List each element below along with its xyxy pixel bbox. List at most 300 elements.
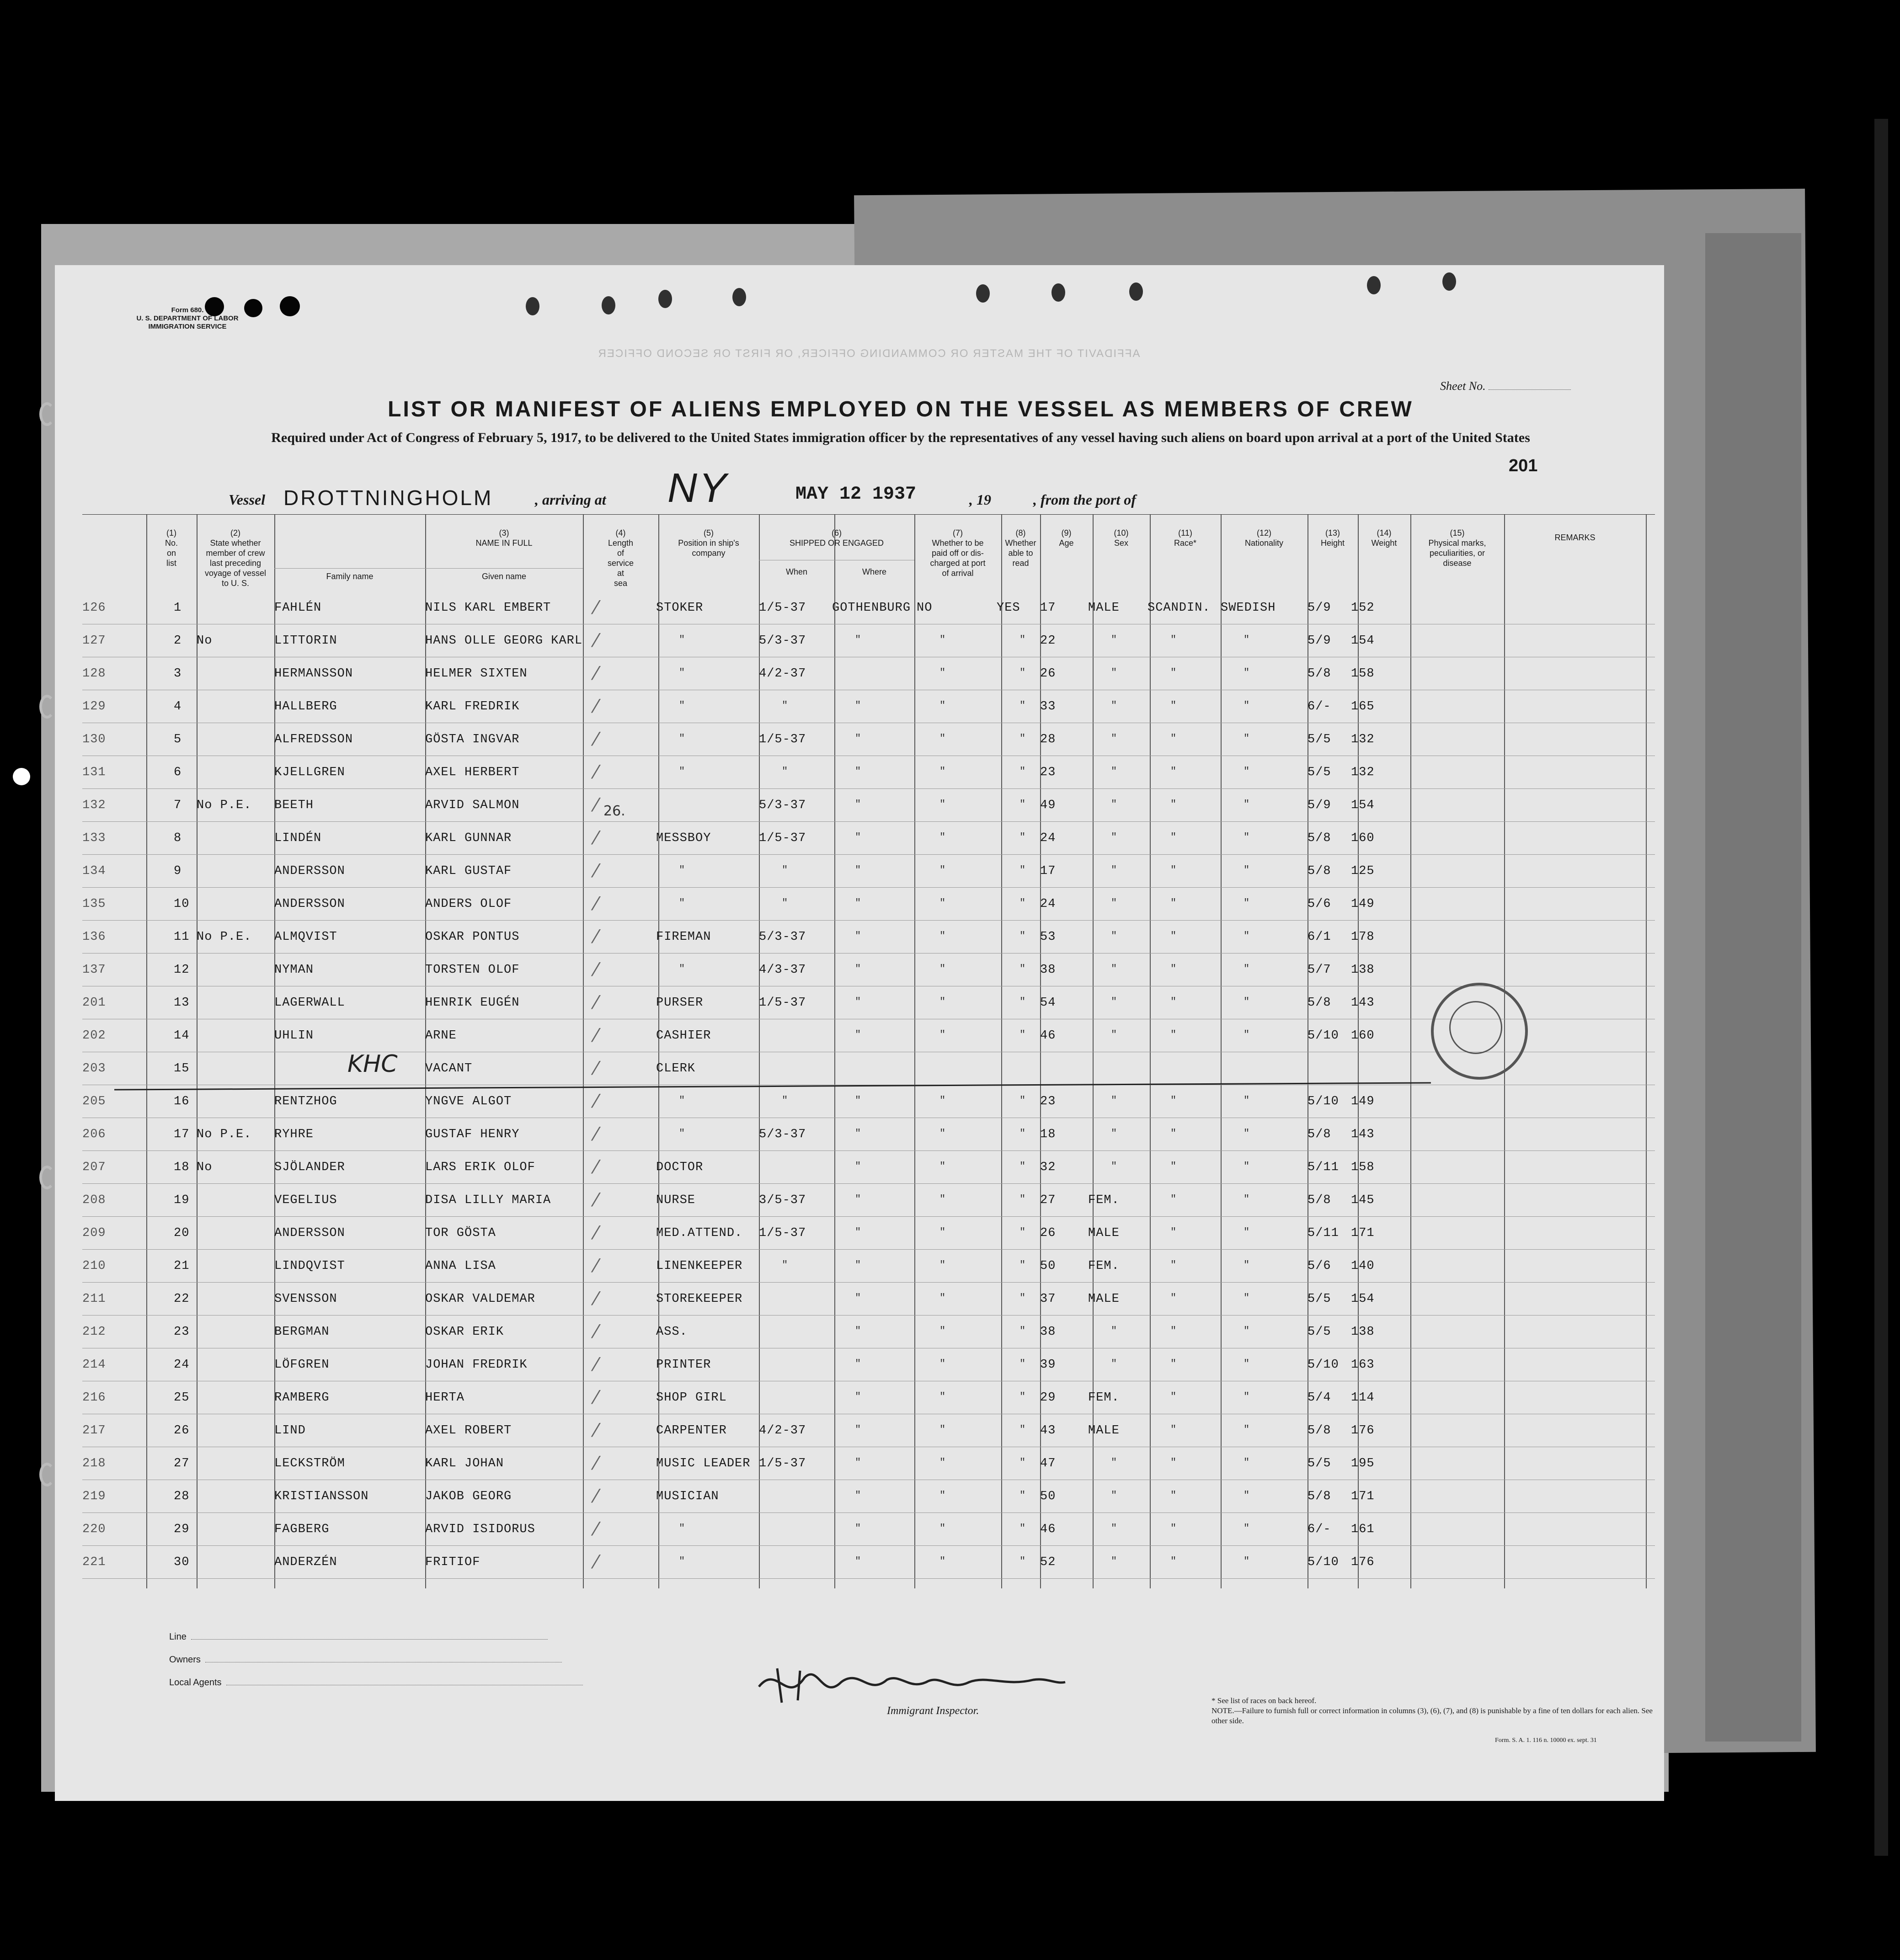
cell-nat: " xyxy=(1244,1193,1250,1205)
punch-hole xyxy=(658,290,672,308)
footer-line-field xyxy=(169,1632,548,1642)
cell-where: " xyxy=(855,1523,862,1534)
cell-giv: JOHAN FREDRIK xyxy=(425,1358,528,1372)
cell-age: 18 xyxy=(1040,1128,1056,1141)
cell-age: 38 xyxy=(1040,963,1056,977)
cell-ht: 6/- xyxy=(1308,700,1331,714)
column-header-c4: (4) Length of service at sea xyxy=(607,528,634,588)
cell-wt: 171 xyxy=(1351,1490,1375,1503)
cell-fam: ANDERSSON xyxy=(274,864,345,878)
cell-wt: 132 xyxy=(1351,766,1375,779)
cell-read: " xyxy=(1019,930,1026,942)
cell-where: " xyxy=(855,766,862,777)
cell-pos: " xyxy=(679,1523,686,1534)
cell-where: " xyxy=(855,1226,862,1238)
cell-where: " xyxy=(855,897,862,909)
cell-giv: KARL GUSTAF xyxy=(425,864,512,878)
cell-wt: 154 xyxy=(1351,1292,1375,1306)
cell-ht: 5/10 xyxy=(1308,1358,1339,1372)
cell-age: 27 xyxy=(1040,1193,1056,1207)
cell-fam: ANDERSSON xyxy=(274,897,345,911)
cell-age: 23 xyxy=(1040,766,1056,779)
cell-wt: 143 xyxy=(1351,1128,1375,1141)
check-mark: ⁄ xyxy=(594,795,598,816)
cell-giv: ARNE xyxy=(425,1029,457,1043)
column-header-c15: (15) Physical marks, peculiarities, or disease xyxy=(1428,528,1486,568)
cell-ln: 131 xyxy=(82,766,106,779)
cell-race: " xyxy=(1170,1490,1177,1501)
punch-hole xyxy=(732,288,746,306)
cell-when: 1/5-37 xyxy=(759,831,806,845)
cell-race: " xyxy=(1170,1128,1177,1139)
year-label: , 19 xyxy=(969,491,991,508)
cell-giv: HELMER SIXTEN xyxy=(425,667,528,681)
cell-pos: " xyxy=(679,963,686,975)
cell-read: " xyxy=(1019,1325,1026,1337)
check-mark: ⁄ xyxy=(594,1552,598,1573)
cell-pos: MUSICIAN xyxy=(656,1490,719,1503)
cell-ht: 5/8 xyxy=(1308,1128,1331,1141)
cell-read: " xyxy=(1019,700,1026,711)
cell-wt: 161 xyxy=(1351,1523,1375,1536)
cell-read: " xyxy=(1019,963,1026,975)
punch-hole xyxy=(976,284,990,303)
cell-when: 1/5-37 xyxy=(759,1226,806,1240)
cell-nat: SWEDISH xyxy=(1221,601,1276,615)
cell-pos: MESSBOY xyxy=(656,831,711,845)
department-label: U. S. DEPARTMENT OF LABOR xyxy=(136,314,239,322)
cell-wt: 160 xyxy=(1351,831,1375,845)
cell-paid: " xyxy=(939,799,946,810)
cell-race: " xyxy=(1170,930,1177,942)
cell-nat: " xyxy=(1244,1457,1250,1468)
cell-wt: 143 xyxy=(1351,996,1375,1010)
check-mark: ⁄ xyxy=(594,696,598,717)
table-row-rule xyxy=(82,887,1655,888)
cell-ht: 5/8 xyxy=(1308,864,1331,878)
cell-when: 5/3-37 xyxy=(759,930,806,944)
cell-nat: " xyxy=(1244,1259,1250,1271)
cell-nat: " xyxy=(1244,864,1250,876)
cell-ln: 208 xyxy=(82,1193,106,1207)
cell-read: " xyxy=(1019,1095,1026,1106)
cell-ht: 6/- xyxy=(1308,1523,1331,1536)
cell-ht: 5/9 xyxy=(1308,634,1331,648)
cell-paid: " xyxy=(939,930,946,942)
cell-fam: LINDQVIST xyxy=(274,1259,345,1273)
cell-no: 21 xyxy=(174,1259,190,1273)
cell-where: " xyxy=(855,733,862,744)
cell-ht: 5/8 xyxy=(1308,831,1331,845)
check-mark: ⁄ xyxy=(594,1157,598,1178)
column-header-c6-when: When xyxy=(785,567,808,576)
cell-nat: " xyxy=(1244,799,1250,810)
check-mark: ⁄ xyxy=(594,1420,598,1441)
column-rule xyxy=(834,514,835,1588)
cell-ht: 5/11 xyxy=(1308,1161,1339,1174)
cell-sex: " xyxy=(1111,864,1118,876)
cell-nat: " xyxy=(1244,996,1250,1007)
cell-age: 54 xyxy=(1040,996,1056,1010)
cell-paid: " xyxy=(939,1226,946,1238)
binder-ring xyxy=(39,695,55,719)
cell-ln: 216 xyxy=(82,1391,106,1405)
cell-race: " xyxy=(1170,1259,1177,1271)
cell-nat: " xyxy=(1244,1424,1250,1435)
cell-ln: 133 xyxy=(82,831,106,845)
race-footnote: * See list of races on back hereof. xyxy=(1212,1696,1317,1705)
footer-agents-field xyxy=(169,1678,583,1688)
cell-age: 46 xyxy=(1040,1523,1056,1536)
cell-nat: " xyxy=(1244,1226,1250,1238)
cell-no: 25 xyxy=(174,1391,190,1405)
cell-pos: PRINTER xyxy=(656,1358,711,1372)
cell-sex: MALE xyxy=(1088,1226,1120,1240)
cell-wt: 195 xyxy=(1351,1457,1375,1470)
check-mark: ⁄ xyxy=(594,1387,598,1408)
inspector-signature xyxy=(750,1659,1070,1710)
cell-no: 19 xyxy=(174,1193,190,1207)
cell-wt: 154 xyxy=(1351,799,1375,812)
cell-no: 1 xyxy=(174,601,182,615)
cell-pos: SHOP GIRL xyxy=(656,1391,727,1405)
cell-fam: LÖFGREN xyxy=(274,1358,330,1372)
cell-pos: " xyxy=(679,766,686,777)
cell-fam: RYHRE xyxy=(274,1128,314,1141)
cell-no: 17 xyxy=(174,1128,190,1141)
cell-fam: HERMANSSON xyxy=(274,667,353,681)
cell-where: " xyxy=(855,1161,862,1172)
cell-where: " xyxy=(855,1457,862,1468)
cell-read: " xyxy=(1019,996,1026,1007)
cell-nat: " xyxy=(1244,1555,1250,1567)
cell-paid: " xyxy=(939,831,946,843)
cell-race: " xyxy=(1170,733,1177,744)
cell-paid: " xyxy=(939,1391,946,1402)
cell-when: " xyxy=(782,897,789,909)
cell-pos: DOCTOR xyxy=(656,1161,704,1174)
check-mark: ⁄ xyxy=(594,1321,598,1342)
cell-sex: " xyxy=(1111,831,1118,843)
cell-nat: " xyxy=(1244,733,1250,744)
cell-no: 4 xyxy=(174,700,182,714)
cell-no: 9 xyxy=(174,864,182,878)
document-subtitle: Required under Act of Congress of February 5, 1917, to be delivered to the United States immigration officer by the representatives of any vessel having such aliens on board upon arrival at a port of the United States xyxy=(271,430,1530,445)
cell-sex: FEM. xyxy=(1088,1391,1120,1405)
cell-no: 27 xyxy=(174,1457,190,1470)
cell-where: " xyxy=(855,996,862,1007)
cell-race: " xyxy=(1170,1424,1177,1435)
cell-ht: 5/6 xyxy=(1308,897,1331,911)
hole-dot xyxy=(13,768,30,785)
cell-age: 29 xyxy=(1040,1391,1056,1405)
cell-wt: 171 xyxy=(1351,1226,1375,1240)
cell-age: 49 xyxy=(1040,799,1056,812)
cell-paid: " xyxy=(939,1128,946,1139)
cell-when: 4/3-37 xyxy=(759,963,806,977)
cell-read: " xyxy=(1019,1226,1026,1238)
cell-age: 24 xyxy=(1040,831,1056,845)
cell-sex: " xyxy=(1111,1523,1118,1534)
cell-no: 30 xyxy=(174,1555,190,1569)
cell-pos: LINENKEEPER xyxy=(656,1259,743,1273)
cell-sex: " xyxy=(1111,996,1118,1007)
cell-where: " xyxy=(855,864,862,876)
cell-ht: 5/8 xyxy=(1308,1424,1331,1438)
cell-no: 11 xyxy=(174,930,190,944)
cell-race: " xyxy=(1170,831,1177,843)
cell-giv: AXEL HERBERT xyxy=(425,766,520,779)
cell-read: " xyxy=(1019,1193,1026,1205)
cell-age: 52 xyxy=(1040,1555,1056,1569)
cell-paid: " xyxy=(939,667,946,678)
check-mark: ⁄ xyxy=(594,1289,598,1310)
document-title: LIST OR MANIFEST OF ALIENS EMPLOYED ON THE VESSEL AS MEMBERS OF CREW xyxy=(388,397,1414,421)
cell-when: 5/3-37 xyxy=(759,634,806,648)
check-mark: ⁄ xyxy=(594,828,598,849)
cell-giv: ARVID SALMON xyxy=(425,799,520,812)
cell-wt: 114 xyxy=(1351,1391,1375,1405)
cell-age: 24 xyxy=(1040,897,1056,911)
cell-fam: RENTZHOG xyxy=(274,1095,337,1108)
cell-read: " xyxy=(1019,1490,1026,1501)
cell-age: 22 xyxy=(1040,634,1056,648)
cell-race: " xyxy=(1170,1226,1177,1238)
cell-no: 29 xyxy=(174,1523,190,1536)
cell-fam: LINDÉN xyxy=(274,831,322,845)
cell-read: " xyxy=(1019,897,1026,909)
cell-giv: AXEL ROBERT xyxy=(425,1424,512,1438)
cell-ln: 210 xyxy=(82,1259,106,1273)
cell-nat: " xyxy=(1244,1490,1250,1501)
cell-no: 20 xyxy=(174,1226,190,1240)
cell-race: " xyxy=(1170,864,1177,876)
cell-wt: 140 xyxy=(1351,1259,1375,1273)
cell-wt: 158 xyxy=(1351,1161,1375,1174)
cell-paid: " xyxy=(939,1490,946,1501)
cell-giv: HERTA xyxy=(425,1391,465,1405)
dark-edge xyxy=(1874,119,1888,1856)
cell-st: No P.E. xyxy=(197,930,252,944)
cell-age: 38 xyxy=(1040,1325,1056,1339)
cell-st: No P.E. xyxy=(197,799,252,812)
inspector-label: Immigrant Inspector. xyxy=(887,1705,979,1717)
cell-where: " xyxy=(855,799,862,810)
cell-sex: MALE xyxy=(1088,601,1120,615)
cell-age: 47 xyxy=(1040,1457,1056,1470)
cell-wt: 165 xyxy=(1351,700,1375,714)
cell-ht: 5/6 xyxy=(1308,1259,1331,1273)
cell-race: " xyxy=(1170,667,1177,678)
cell-fam: SVENSSON xyxy=(274,1292,337,1306)
cell-pos: " xyxy=(679,634,686,645)
cell-paid: " xyxy=(939,1457,946,1468)
service-label: IMMIGRATION SERVICE xyxy=(148,323,227,330)
check-mark: ⁄ xyxy=(594,663,598,684)
cell-sex: " xyxy=(1111,1555,1118,1567)
cell-fam: RAMBERG xyxy=(274,1391,330,1405)
cell-when: 3/5-37 xyxy=(759,1193,806,1207)
cell-fam: FAGBERG xyxy=(274,1523,330,1536)
cell-race: " xyxy=(1170,1193,1177,1205)
cell-pos: " xyxy=(679,897,686,909)
cell-where: " xyxy=(855,1358,862,1369)
cell-nat: " xyxy=(1244,700,1250,711)
cell-ht: 5/5 xyxy=(1308,1292,1331,1306)
cell-age: 46 xyxy=(1040,1029,1056,1043)
cell-race: SCANDIN. xyxy=(1147,601,1211,615)
cell-ln: 126 xyxy=(82,601,106,615)
cell-sex: MALE xyxy=(1088,1424,1120,1438)
binder-ring xyxy=(39,402,55,426)
cell-ln: 201 xyxy=(82,996,106,1010)
check-mark: ⁄ xyxy=(594,729,598,750)
cell-paid: " xyxy=(939,733,946,744)
check-mark: ⁄ xyxy=(594,1058,598,1079)
form-reference xyxy=(128,306,247,331)
cell-paid: " xyxy=(939,1259,946,1271)
cell-sex: " xyxy=(1111,733,1118,744)
punch-hole xyxy=(1367,276,1381,294)
check-mark: ⁄ xyxy=(594,1223,598,1244)
cell-when: " xyxy=(782,1095,789,1106)
column-rule xyxy=(914,514,915,1588)
cell-paid: NO xyxy=(917,601,933,615)
cell-no: 8 xyxy=(174,831,182,845)
cell-age: 17 xyxy=(1040,864,1056,878)
cell-pos: " xyxy=(679,700,686,711)
cell-giv: LARS ERIK OLOF xyxy=(425,1161,535,1174)
cell-nat: " xyxy=(1244,634,1250,645)
cell-ht: 5/10 xyxy=(1308,1555,1339,1569)
cell-age: 50 xyxy=(1040,1490,1056,1503)
cell-giv: ARVID ISIDORUS xyxy=(425,1523,535,1536)
table-row-rule xyxy=(82,1183,1655,1184)
cell-giv: FRITIOF xyxy=(425,1555,480,1569)
cell-no: 5 xyxy=(174,733,182,746)
cell-fam: NYMAN xyxy=(274,963,314,977)
table-row-rule xyxy=(82,1150,1655,1151)
cell-nat: " xyxy=(1244,897,1250,909)
cell-race: " xyxy=(1170,1391,1177,1402)
line-label: Line xyxy=(169,1632,187,1642)
cell-nat: " xyxy=(1244,1325,1250,1337)
cell-fam: ANDERSSON xyxy=(274,1226,345,1240)
cell-when: 1/5-37 xyxy=(759,1457,806,1470)
cell-age: 50 xyxy=(1040,1259,1056,1273)
cell-read: " xyxy=(1019,1457,1026,1468)
cell-st: No xyxy=(197,1161,213,1174)
cell-paid: " xyxy=(939,963,946,975)
punch-hole xyxy=(602,296,615,314)
cell-ln: 134 xyxy=(82,864,106,878)
cell-wt: 138 xyxy=(1351,1325,1375,1339)
cell-giv: KARL JOHAN xyxy=(425,1457,504,1470)
cell-where: " xyxy=(855,930,862,942)
cell-race: " xyxy=(1170,766,1177,777)
cell-ht: 6/1 xyxy=(1308,930,1331,944)
cell-nat: " xyxy=(1244,1161,1250,1172)
column-header-c3: (3) NAME IN FULL xyxy=(475,528,533,548)
cell-no: 14 xyxy=(174,1029,190,1043)
column-rule xyxy=(1646,514,1647,1588)
cell-wt: 145 xyxy=(1351,1193,1375,1207)
cell-giv: GUSTAF HENRY xyxy=(425,1128,520,1141)
cell-when: 1/5-37 xyxy=(759,733,806,746)
table-row-rule xyxy=(82,1315,1655,1316)
column-header-c9: (9) Age xyxy=(1059,528,1074,548)
cell-pos: PURSER xyxy=(656,996,704,1010)
cell-no: 13 xyxy=(174,996,190,1010)
cell-paid: " xyxy=(939,1358,946,1369)
cell-ln: 211 xyxy=(82,1292,106,1306)
cell-st: No P.E. xyxy=(197,1128,252,1141)
cell-age: 33 xyxy=(1040,700,1056,714)
cell-fam: BERGMAN xyxy=(274,1325,330,1339)
cell-fam: FAHLÉN xyxy=(274,601,322,615)
cell-ht: 5/10 xyxy=(1308,1029,1339,1043)
cell-pos: ASS. xyxy=(656,1325,688,1339)
cell-where: " xyxy=(855,1128,862,1139)
cell-sex: " xyxy=(1111,667,1118,678)
column-header-c3-family: Family name xyxy=(326,572,374,581)
cell-nat: " xyxy=(1244,831,1250,843)
table-row-rule xyxy=(82,1282,1655,1283)
cell-pos: MUSIC LEADER xyxy=(656,1457,751,1470)
header-rule xyxy=(82,514,1655,515)
cell-no: 6 xyxy=(174,766,182,779)
cell-ln: 220 xyxy=(82,1523,106,1536)
cell-pos: FIREMAN xyxy=(656,930,711,944)
cell-sex: " xyxy=(1111,1457,1118,1468)
cell-giv: ANDERS OLOF xyxy=(425,897,512,911)
cell-where: " xyxy=(855,831,862,843)
check-mark: ⁄ xyxy=(594,1453,598,1474)
cell-nat: " xyxy=(1244,1095,1250,1106)
cell-race: " xyxy=(1170,1555,1177,1567)
cell-wt: 154 xyxy=(1351,634,1375,648)
column-header-c1: (1) No. on list xyxy=(165,528,178,568)
cell-ht: 5/5 xyxy=(1308,1325,1331,1339)
cell-read: " xyxy=(1019,634,1026,645)
cell-where: " xyxy=(855,1424,862,1435)
cell-nat: " xyxy=(1244,1292,1250,1304)
column-header-c11: (11) Race* xyxy=(1174,528,1197,548)
column-header-c13: (13) Height xyxy=(1320,528,1345,548)
column-header-c6-where: Where xyxy=(862,567,886,576)
column-rule xyxy=(1221,514,1222,1588)
cell-paid: " xyxy=(939,1523,946,1534)
column-header-c12: (12) Nationality xyxy=(1244,528,1284,548)
cell-race: " xyxy=(1170,799,1177,810)
cell-ht: 5/10 xyxy=(1308,1095,1339,1108)
cell-paid: " xyxy=(939,1095,946,1106)
cell-wt: 176 xyxy=(1351,1555,1375,1569)
cell-fam: HALLBERG xyxy=(274,700,337,714)
cell-read: " xyxy=(1019,733,1026,744)
cell-giv: HENRIK EUGÉN xyxy=(425,996,520,1010)
handwritten-note: 26. xyxy=(603,803,625,819)
cell-giv: OSKAR ERIK xyxy=(425,1325,504,1339)
cell-read: " xyxy=(1019,1029,1026,1040)
cell-where: " xyxy=(855,1029,862,1040)
cell-ln: 132 xyxy=(82,799,106,812)
cell-ln: 129 xyxy=(82,700,106,714)
cell-ln: 127 xyxy=(82,634,106,648)
cell-race: " xyxy=(1170,634,1177,645)
cell-when: " xyxy=(782,766,789,777)
cell-pos: " xyxy=(679,864,686,876)
